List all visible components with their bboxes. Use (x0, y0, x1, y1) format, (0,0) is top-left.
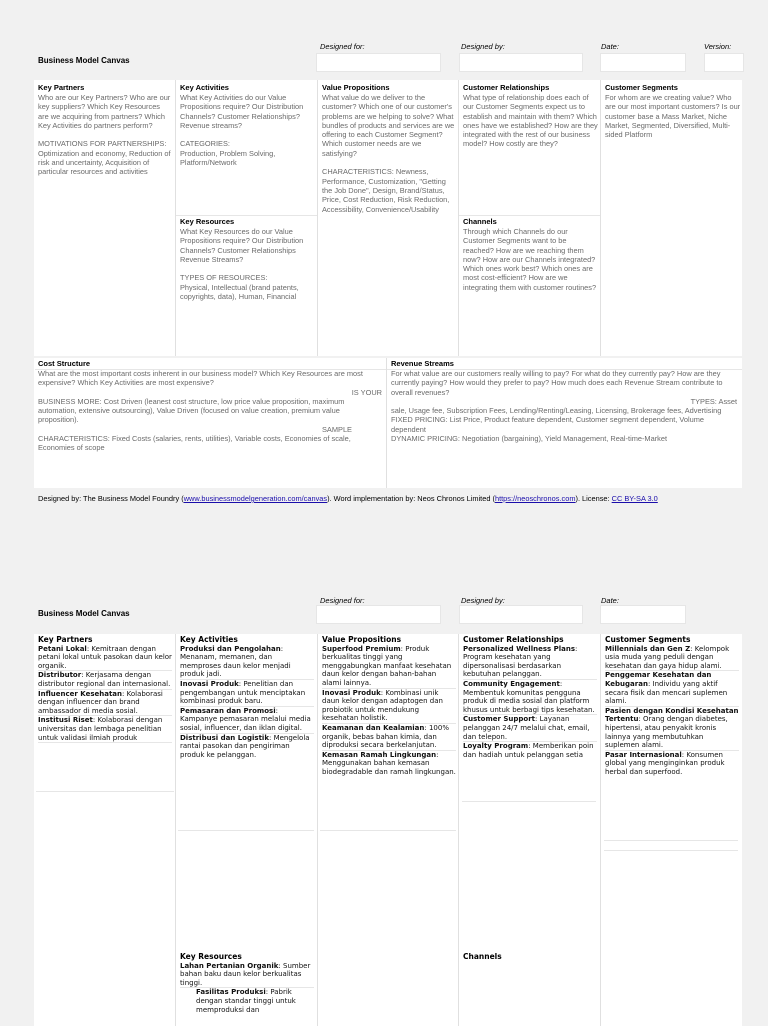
value-proposition-item: Keamanan dan Kealamian: 100% organik, bebas bahan kimia, dan diproduksi secara berkelanjutan. (322, 724, 456, 751)
key-partners-text: Who are our Key Partners? Who are our key suppliers? Which Key Resources are we acquiring from partners? Which Key Activities do partners perform? MOTIVATIONS FOR PARTNERSHIPS: Optimization and economy, Reduction of risk and uncertainty, Acquisition of particular resources and activities (38, 93, 171, 177)
cost-structure-text-3: CHARACTERISTICS: Fixed Costs (salaries, rents, utilities), Variable costs, Economies of scale, Economies of scope (38, 434, 351, 453)
key-resources-title: Key Resources (180, 952, 242, 961)
designed-for-field[interactable] (316, 605, 441, 624)
customer-relationship-item: Community Engagement: Membentuk komunitas pengguna produk di media sosial dan platform khusus untuk berbagi tips kesehatan. (463, 680, 597, 715)
channels-title: Channels (463, 217, 497, 226)
date-field[interactable] (600, 605, 686, 624)
customer-relationships-title: Customer Relationships (463, 635, 564, 644)
date-field[interactable] (600, 53, 686, 72)
key-activity-item: Produksi dan Pengolahan: Menanam, memanen, dan memproses daun kelor menjadi produk jadi. (180, 645, 314, 680)
customer-relationship-item: Personalized Wellness Plans: Program kesehatan yang dipersonalisasi berdasarkan kebutuhan pelanggan. (463, 645, 597, 680)
customer-relationships-block[interactable] (463, 83, 599, 149)
cost-structure-text-2: BUSINESS MORE: Cost Driven (leanest cost structure, low price value proposition, maximum automation, extensive outsourcing), Value Driven (focused on value creation, premium value proposition). (38, 396, 345, 425)
channels-text: Through which Channels do our Customer Segments want to be reached? How are we reaching them now? How are our Channels integrated? Which ones work best? Which ones are most cost-efficient? How are we integrating them with customer routines? (463, 227, 597, 292)
version-label: Version: (704, 42, 732, 51)
designed-by-field[interactable] (459, 605, 583, 624)
neoschronos-link[interactable]: https://neoschronos.com (494, 494, 576, 503)
value-proposition-item: Inovasi Produk: Kombinasi unik daun kelor dengan adaptogen dan probiotik untuk mendukung kesehatan holistik. (322, 689, 456, 724)
channels-title: Channels (463, 952, 502, 961)
cost-structure-right-2: SAMPLE (322, 424, 352, 434)
value-propositions-block[interactable] (322, 83, 456, 214)
designed-by-label: Designed by: (461, 596, 505, 605)
customer-relationships-title: Customer Relationships (463, 83, 550, 92)
cost-structure-right-1: IS YOUR (351, 387, 382, 397)
footer-suffix: ). License: (575, 494, 612, 503)
key-activity-item: Pemasaran dan Promosi: Kampanye pemasaran melalui media sosial, influencer, dan iklan digital. (180, 707, 314, 734)
designed-for-label: Designed for: (320, 596, 365, 605)
key-resource-item: Fasilitas Produksi: Pabrik dengan standar tinggi untuk memproduksi dan (196, 988, 296, 1014)
key-partners-block[interactable] (38, 83, 172, 177)
key-partner-item: Institusi Riset: Kolaborasi dengan universitas dan lembaga penelitian untuk validasi ilmiah produk (38, 716, 172, 743)
revenue-streams-text-1: For what value are our customers really willing to pay? For what do they currently pay? How are they currently paying? How would they prefer to pay? How much does each Revenue Stream contribute to overall revenues? (391, 369, 723, 397)
value-propositions-text: What value do we deliver to the customer? Which one of our customer's problems are we helping to solve? What bundles of products and services are we offering to each Customer Segment? Which customer needs are we satisfying? CHARACTERISTICS: Newness, Performance, Customization, "Getting the Job Done", Design, Brand/Status, Price, Cost Reduction, Risk Reduction, Accessibility, Convenience/Usability (322, 93, 455, 214)
designed-for-label: Designed for: (320, 42, 365, 51)
key-activities-block[interactable] (180, 636, 314, 759)
customer-relationship-item: Loyalty Program: Memberikan poin dan hadiah untuk pelanggan setia (463, 742, 594, 759)
customer-segments-title: Customer Segments (605, 635, 691, 644)
customer-segments-block[interactable] (605, 636, 739, 777)
revenue-streams-right-1: TYPES: Asset (690, 396, 737, 406)
version-field[interactable] (704, 53, 744, 72)
customer-segments-block[interactable] (605, 83, 741, 139)
business-model-generation-link[interactable]: www.businessmodelgeneration.com/canvas (183, 494, 328, 503)
footer-prefix: Designed by: The Business Model Foundry ( (38, 494, 184, 503)
key-resources-block[interactable] (180, 953, 314, 1014)
designed-for-field[interactable] (316, 53, 441, 72)
key-resources-text: What Key Resources do our Value Propositions require? Our Distribution Channels? Customer Relationships Revenue Streams? TYPES OF RESOURCES: Physical, Intellectual (brand patents, copyrights, data), Human, Financial (180, 227, 304, 302)
key-activities-text: What Key Activities do our Value Propositions require? Our Distribution Channels? Customer Relationships? Revenue streams? CATEGORIES: Production, Problem Solving, Platform/Network (180, 93, 304, 168)
key-partners-title: Key Partners (38, 635, 93, 644)
customer-segments-title: Customer Segments (605, 83, 678, 92)
cost-structure-block[interactable] (38, 359, 382, 453)
value-propositions-block[interactable] (322, 636, 456, 777)
channels-block[interactable] (463, 953, 597, 962)
channels-block[interactable] (463, 217, 599, 292)
date-label: Date: (601, 596, 619, 605)
value-propositions-title: Value Propositions (322, 83, 390, 92)
customer-segment-item: Pasar Internasional: Konsumen global yang menginginkan produk herbal dan superfood. (605, 750, 725, 776)
license-footer (38, 494, 658, 503)
key-activities-title: Key Activities (180, 83, 229, 92)
value-proposition-item: Kemasan Ramah Lingkungan: Menggunakan bahan kemasan biodegradable dan ramah lingkungan. (322, 750, 456, 776)
key-resource-item: Lahan Pertanian Organik: Sumber bahan baku daun kelor berkualitas tinggi. (180, 962, 314, 989)
key-activity-item: Distribusi dan Logistik: Mengelola rantai pasokan dan pengiriman produk ke pelanggan. (180, 733, 310, 759)
cost-structure-title: Cost Structure (38, 359, 91, 368)
customer-relationships-block[interactable] (463, 636, 597, 759)
date-label: Date: (601, 42, 619, 51)
key-partner-item: Petani Lokal: Kemitraan dengan petani lokal untuk pasokan daun kelor organik. (38, 644, 172, 670)
designed-by-label: Designed by: (461, 42, 505, 51)
key-resources-block[interactable] (180, 217, 314, 301)
customer-segment-item: Pasien dengan Kondisi Kesehatan Tertentu: Orang dengan diabetes, hipertensi, atau penyakit kronis lainnya yang membutuhkan suplemen alami. (605, 706, 739, 750)
cc-license-link[interactable]: CC BY-SA 3.0 (611, 494, 658, 503)
key-activities-block[interactable] (180, 83, 314, 167)
canvas-title: Business Model Canvas (38, 56, 130, 65)
key-partner-item: Distributor: Kerjasama dengan distributor regional dan internasional. (38, 671, 171, 688)
key-partners-block[interactable] (38, 636, 172, 743)
customer-segments-text: For whom are we creating value? Who are our most important customers? Is our customer base a Mass Market, Niche Market, Segmented, Diversified, Multi-sided Platform (605, 93, 741, 140)
key-resources-title: Key Resources (180, 217, 235, 226)
canvas-page-2 (0, 520, 768, 1024)
value-propositions-title: Value Propositions (322, 635, 402, 644)
key-activities-title: Key Activities (180, 635, 238, 644)
value-proposition-item: Superfood Premium: Produk berkualitas tinggi yang menggabungkan manfaat kesehatan daun kelor dengan bahan-bahan alami lainnya. (322, 645, 456, 689)
revenue-streams-block[interactable] (391, 359, 737, 443)
customer-segment-item: Penggemar Kesehatan dan Kebugaran: Individu yang aktif secara fisik dan mencari suplemen alami. (605, 671, 739, 706)
revenue-streams-title: Revenue Streams (391, 359, 454, 368)
designed-by-field[interactable] (459, 53, 583, 72)
canvas-title: Business Model Canvas (38, 609, 130, 618)
key-partner-item: Influencer Kesehatan: Kolaborasi dengan influencer dan brand ambassador di media sosial. (38, 690, 172, 717)
customer-relationships-text: What type of relationship does each of our Customer Segments expect us to establish and maintain with them? Which ones have we established? How are they integrated with the rest of our business model? How costly are they? (463, 93, 598, 149)
revenue-streams-text-2: sale, Usage fee, Subscription Fees, Lending/Renting/Leasing, Licensing, Brokerage fees, Advertising FIXED PRICING: List Price, Product feature dependent, Customer segment dependent, Volume dependent DYNAMIC PRICING: Negotiation (bargaining), Yield Management, Real-time-Market (391, 406, 722, 444)
customer-segment-item: Millennials dan Gen Z: Kelompok usia muda yang peduli dengan kesehatan dan gaya hidup alami. (605, 645, 739, 672)
key-activity-item: Inovasi Produk: Penelitian dan pengembangan untuk menciptakan kombinasi produk baru. (180, 680, 314, 707)
footer-middle: ). Word implementation by: Neos Chronos Limited ( (327, 494, 495, 503)
cost-structure-text-1: What are the most important costs inherent in our business model? Which Key Resources are most expensive? Which Key Activities are most expensive? (38, 369, 363, 388)
key-partners-title: Key Partners (38, 83, 85, 92)
customer-relationship-item: Customer Support: Layanan pelanggan 24/7 melalui chat, email, dan telepon. (463, 715, 597, 742)
